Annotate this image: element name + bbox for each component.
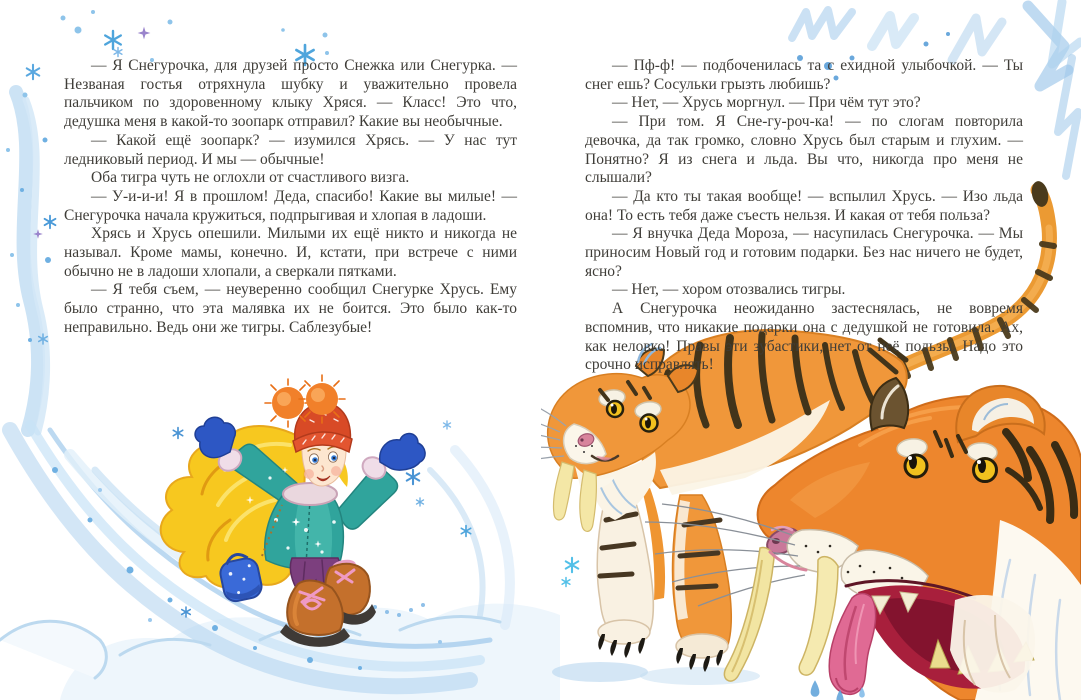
paragraph: — Нет, — хором отозвались тигры.: [612, 281, 846, 299]
paragraph: Хрясь и Хрусь опешили. Милыми их ещё никто и никогда не называл. Кроме мамы, конечно. И, кстати, при встрече с ними обычно не в ладоши хлопали, а сверкали пятками.: [64, 225, 517, 280]
paragraph: — Да кто ты такая вообще! — вспылил Хрусь. — Изо льда она! То есть тебя даже съесть нельзя. И какая от тебя польза?: [585, 187, 1023, 224]
paragraph: — Нет, — Хрусь моргнул. — При чём тут это?: [612, 94, 921, 112]
paragraph: — Я внучка Деда Мороза, — насупилась Снегурочка. — Мы приносим Новый год и готовим подарки. Без нас ничего не будет, ясно?: [585, 225, 1023, 280]
paragraph: А Снегурочка неожиданно застеснялась, не вовремя вспомнив, что никакие подарки она с дедушкой не готовила. Ах, как неловко! Правы эти зубастики, нет от неё пользы. Надо это срочно исправлять!: [585, 300, 1023, 374]
tiger-eye: [641, 415, 658, 432]
tiger-fang: [580, 470, 597, 531]
snowflakes: [562, 558, 578, 587]
page-left-text: [64, 57, 517, 338]
tiger-tongue: [829, 594, 875, 695]
paragraph: — Какой ещё зоопарк? — изумился Хрясь. — У нас тут ледниковый период. И мы — обычные!: [64, 131, 517, 168]
pompom: [265, 379, 311, 427]
paragraph: — У-и-и-и! Я в прошлом! Деда, спасибо! Какие вы милые! — Снегурочка начала кружиться, подпрыгивая и хлопая в ладоши.: [64, 187, 517, 224]
fur-collar: [283, 483, 337, 505]
drool-drop: [811, 680, 820, 697]
girl-right-mitten: [380, 434, 425, 470]
tiger-fang: [553, 462, 574, 520]
girl-left-mitten: [195, 417, 235, 457]
paragraph: Оба тигра чуть не оглохли от счастливого визга.: [91, 169, 410, 187]
paragraph: — Я Снегурочка, для друзей просто Снежка или Снегурка. — Незваная гостья отряхнула шубку и уважительно провела пальчиком по здоровенному клыку Хряся. — Класс! Это что, дедушка меня в какой-то зоопарк отправил? Какие вы необычные.: [64, 57, 517, 131]
tiger-eye: [607, 401, 623, 417]
tiger-eye: [905, 455, 927, 477]
page-right-text: [585, 57, 1023, 375]
paragraph: — При том. Я Сне-гу-роч-ка! — по слогам повторила девочка, да так громко, словно Хрусь был старым и глухим. — Понятно? Я из снега и льда. Вы что, никогда про меня не слышали?: [585, 113, 1023, 187]
paragraph: — Пф-ф! — подбоченилась та с ехидной улыбочкой. — Ты снег ешь? Сосульки грызть любишь?: [585, 57, 1023, 93]
tiger-eye: [974, 459, 997, 482]
paragraph: — Я тебя съем, — неуверенно сообщил Снегурке Хрусь. Ему было странно, что эта малявка их не боится. Это было как-то неправильно. Ведь они же тигры. Саблезубые!: [64, 281, 517, 336]
